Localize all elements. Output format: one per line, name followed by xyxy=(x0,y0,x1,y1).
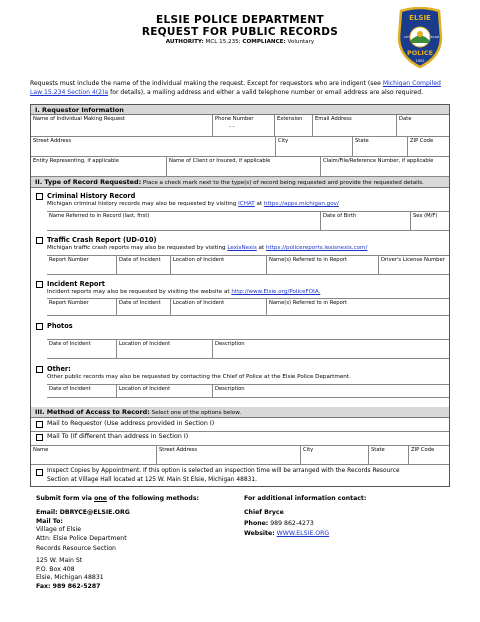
mail-to-requestor-checkbox[interactable] xyxy=(36,421,43,428)
mail-to-fields-row xyxy=(31,445,449,465)
incident-report-title: Incident Report xyxy=(47,280,105,288)
date-field[interactable]: Date xyxy=(399,116,412,122)
photos-fields-row xyxy=(47,339,449,359)
incident-report-note: Incident reports may also be requested by visiting the website at http://www.Elsie.org/PoliceFOIA. xyxy=(47,289,321,295)
criminal-history-title: Criminal History Record xyxy=(47,192,136,200)
website-link[interactable]: WWW.ELSIE.ORG xyxy=(276,530,330,538)
incident-location-field[interactable]: Location of Incident xyxy=(171,299,267,315)
other-description-field[interactable]: Description xyxy=(215,386,245,392)
badge-bottom-text: POLICE xyxy=(406,49,434,57)
photos-description-field[interactable]: Description xyxy=(215,341,245,347)
client-field[interactable]: Name of Client or Insured, if applicable xyxy=(167,157,321,176)
policereports-link[interactable]: https://policereports.lexisnexis.com/ xyxy=(265,245,368,251)
badge-year: 1952 xyxy=(415,59,425,63)
mcl-link[interactable]: Michigan Compiled Law 15.234 Section 4(2)a xyxy=(30,80,441,96)
mail-line-3: Records Resource Section xyxy=(36,545,116,553)
extension-field[interactable]: Extension xyxy=(275,115,313,136)
photos-title: Photos xyxy=(47,322,73,330)
mail-state-field[interactable]: State xyxy=(369,446,409,464)
requestor-row-2 xyxy=(31,137,449,157)
other-date-field[interactable]: Date of Incident xyxy=(47,385,117,397)
address-line-1: 125 W. Main St xyxy=(36,557,83,565)
fax-number: Fax: 989 862-5287 xyxy=(36,582,101,590)
criminal-sex-field[interactable]: Sex (M/F) xyxy=(413,213,438,219)
crash-date-field[interactable]: Date of Incident xyxy=(117,256,171,274)
crash-report-checkbox[interactable] xyxy=(36,237,43,244)
inspect-copies-checkbox[interactable] xyxy=(36,469,43,476)
contact-heading: For additional information contact: xyxy=(244,495,367,502)
department-title: ELSIE POLICE DEPARTMENT xyxy=(156,14,324,26)
section-record-type-header: II. Type of Record Requested: Place a check mark next to the type(s) of record being requested and provide the requested details. xyxy=(31,177,449,188)
section-access-method-header: III. Method of Access to Record: Select one of the options below. xyxy=(31,407,449,418)
records-request-form xyxy=(30,104,450,487)
crash-names-field[interactable]: Name(s) Referred to in Report xyxy=(267,256,379,274)
requestor-row-1 xyxy=(31,115,449,137)
criminal-history-checkbox[interactable] xyxy=(36,193,43,200)
crash-report-number-field[interactable]: Report Number xyxy=(47,256,117,274)
mail-to-other-label: Mail To (If different than address in Section I) xyxy=(47,433,189,440)
city-field[interactable]: City xyxy=(276,137,353,156)
other-note: Other public records may also be requested by contacting the Chief of Police at the Elsie Police Department. xyxy=(47,374,351,380)
lexisnexis-link[interactable]: LexisNexis xyxy=(227,245,257,251)
crash-fields-row xyxy=(47,255,449,275)
incident-names-field[interactable]: Name(s) Referred to in Report xyxy=(269,300,347,306)
crash-report-note: Michigan traffic crash reports may also be requested by visiting LexisNexis at https://policereports.lexisnexis.com/ xyxy=(47,245,368,251)
photos-location-field[interactable]: Location of Incident xyxy=(117,340,213,358)
criminal-dob-field[interactable]: Date of Birth xyxy=(321,212,411,230)
criminal-history-note: Michigan criminal history records may also be requested by visiting ICHAT at https://apps.michigan.gov/ xyxy=(47,201,339,207)
other-location-field[interactable]: Location of Incident xyxy=(117,385,213,397)
inspect-copies-label-1: Inspect Copies by Appointment. If this option is selected an inspection time will be arranged with the Records Resource xyxy=(47,468,400,474)
form-title: REQUEST FOR PUBLIC RECORDS xyxy=(141,26,339,38)
photos-checkbox[interactable] xyxy=(36,323,43,330)
mail-to-other-checkbox[interactable] xyxy=(36,434,43,441)
elsie-foia-link[interactable]: http://www.Elsie.org/PoliceFOIA. xyxy=(231,289,321,295)
state-field[interactable]: State xyxy=(353,137,408,156)
incident-report-checkbox[interactable] xyxy=(36,281,43,288)
address-line-2: P.O. Box 408 xyxy=(36,565,75,573)
photos-date-field[interactable]: Date of Incident xyxy=(47,340,117,358)
ichat-link[interactable]: ICHAT xyxy=(238,201,255,207)
criminal-name-field[interactable]: Name Referred to in Record (last, first) xyxy=(47,212,321,230)
submit-methods xyxy=(36,495,236,591)
zip-field[interactable]: ZIP Code xyxy=(410,138,434,144)
section-requestor-header: I. Requestor Information xyxy=(31,105,449,115)
authority-line: AUTHORITY: MCL 15.235; COMPLIANCE: Voluntary xyxy=(165,39,315,45)
badge-top-text: ELSIE xyxy=(409,14,431,22)
crash-license-field[interactable]: Driver's License Number xyxy=(381,257,445,263)
entity-field[interactable]: Entity Representing, if applicable xyxy=(31,157,167,176)
requestor-row-3 xyxy=(31,157,449,177)
mail-to-requestor-label: Mail to Requestor (Use address provided in Section I) xyxy=(47,420,215,427)
crash-report-title: Traffic Crash Report (UD-010) xyxy=(47,236,157,244)
other-fields-row xyxy=(47,384,449,398)
inspect-copies-label-2: Section at Village Hall located at 125 W. Main St Elsie, Michigan 48831. xyxy=(47,477,258,483)
incident-fields-row xyxy=(47,298,449,316)
contact-name: Chief Bryce xyxy=(244,509,284,517)
divider xyxy=(31,431,449,432)
crash-location-field[interactable]: Location of Incident xyxy=(171,256,267,274)
apps-michigan-link[interactable]: https://apps.michigan.gov/ xyxy=(263,201,339,207)
contact-phone: Phone: 989 862-4273 xyxy=(244,519,314,527)
police-badge-logo xyxy=(397,7,443,69)
criminal-fields-row xyxy=(47,211,449,231)
mail-line-2: Attn: Elsie Police Department xyxy=(36,534,127,542)
incident-date-field[interactable]: Date of Incident xyxy=(117,299,171,315)
phone-field[interactable]: Phone Number - - xyxy=(213,115,275,136)
mail-zip-field[interactable]: ZIP Code xyxy=(411,447,435,453)
submit-email[interactable]: Email: DBRYCE@ELSIE.ORG xyxy=(36,509,130,517)
mail-street-field[interactable]: Street Address xyxy=(157,446,301,464)
mail-to-heading: Mail To: xyxy=(36,517,63,525)
submit-heading: Submit form via one of the following methods: xyxy=(36,495,199,502)
claim-field[interactable]: Claim/File/Reference Number, if applicable xyxy=(323,158,434,164)
mail-city-field[interactable]: City xyxy=(301,446,369,464)
badge-right-text: ELSIE xyxy=(431,35,440,39)
mail-name-field[interactable]: Name xyxy=(31,446,157,464)
street-field[interactable]: Street Address xyxy=(31,137,276,156)
address-line-3: Elsie, Michigan 48831 xyxy=(36,574,104,582)
badge-left-text: CITY OF xyxy=(404,35,416,39)
other-title: Other: xyxy=(47,365,71,373)
email-field[interactable]: Email Address xyxy=(313,115,397,136)
other-checkbox[interactable] xyxy=(36,366,43,373)
name-field[interactable]: Name of Individual Making Request xyxy=(31,115,213,136)
incident-report-number-field[interactable]: Report Number xyxy=(47,299,117,315)
contact-website: Website: WWW.ELSIE.ORG xyxy=(244,530,330,538)
contact-info xyxy=(244,495,454,539)
intro-paragraph: Requests must include the name of the individual making the request. Except for requestors who are indigent (see Michigan Compiled Law 15.234 Section 4(2)a for details), a mailing address and either a valid telephone number or email address are also required. xyxy=(30,80,441,96)
mail-line-1: Village of Elsie xyxy=(36,526,82,534)
